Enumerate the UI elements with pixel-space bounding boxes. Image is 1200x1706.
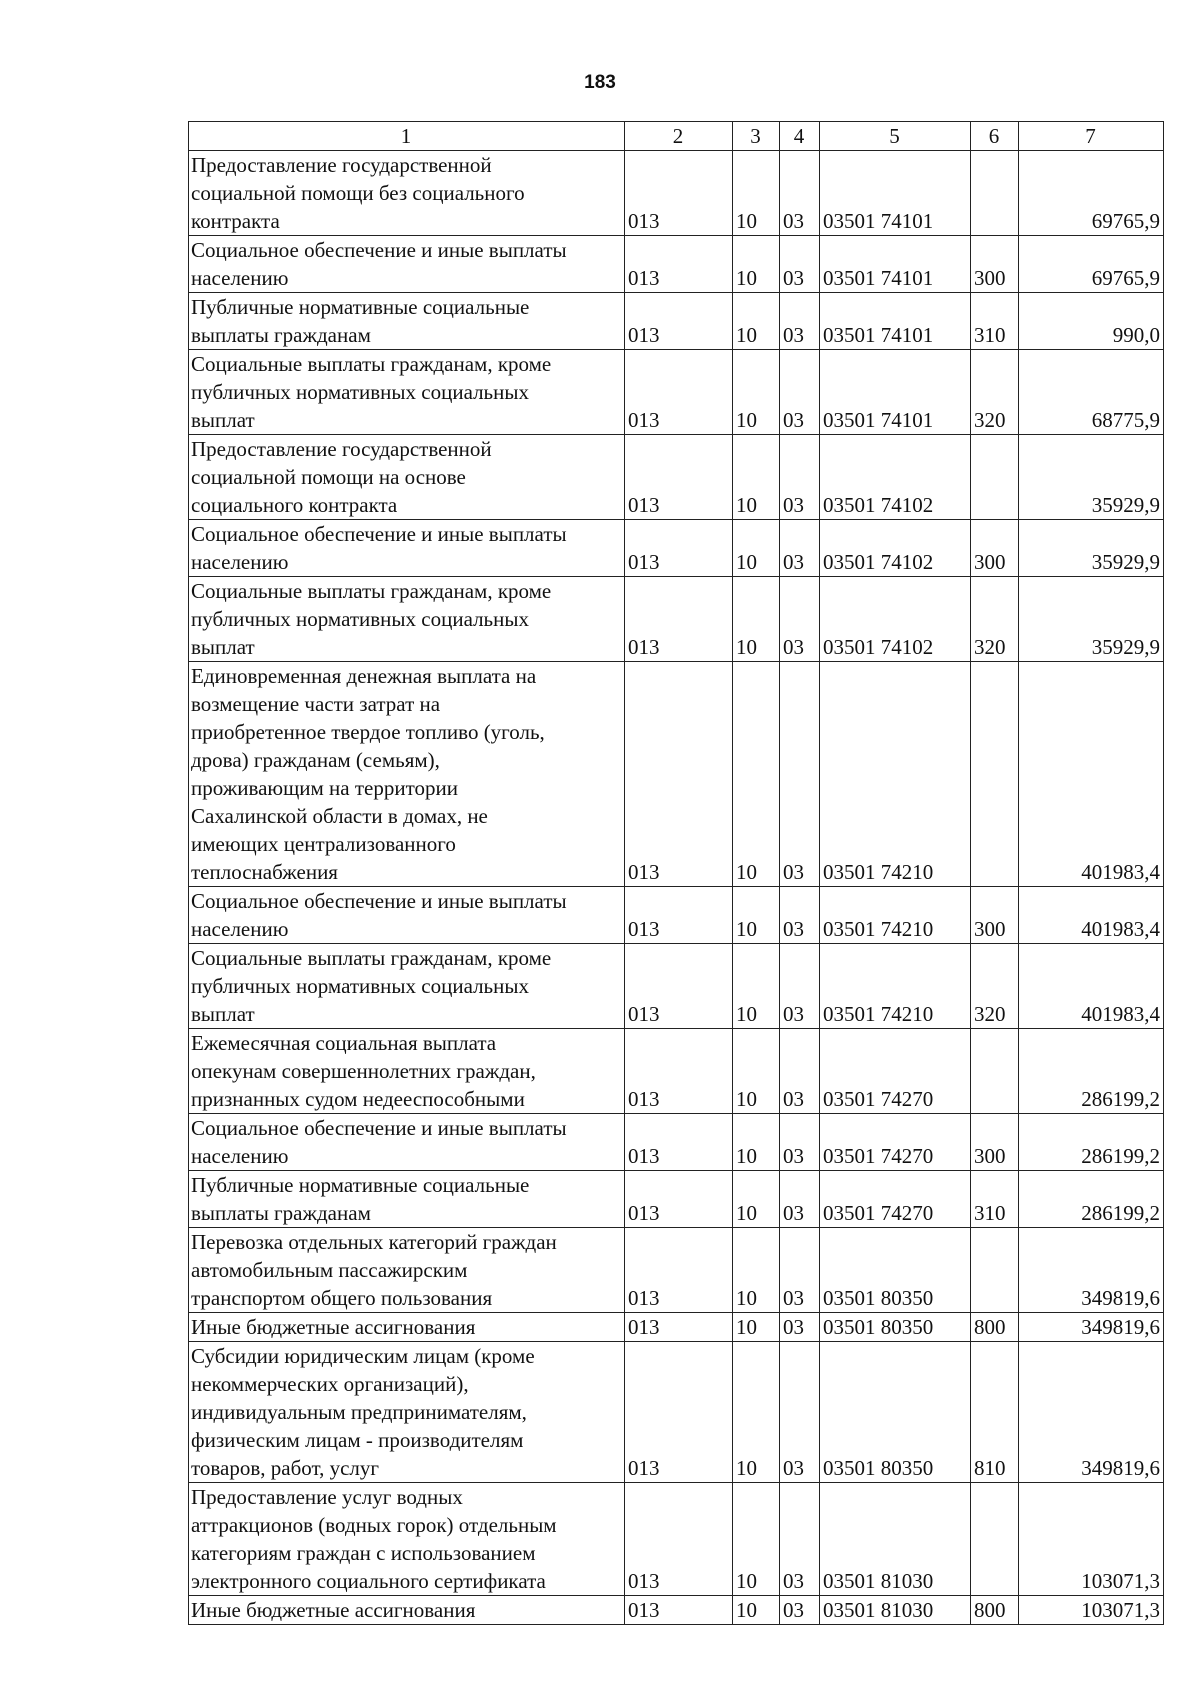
row-subsection-cell: 03 [780, 1029, 820, 1114]
row-name-cell: Иные бюджетные ассигнования [189, 1596, 625, 1625]
row-expense-type-cell: 300 [971, 1114, 1019, 1171]
row-admin-code-cell: 013 [625, 520, 733, 577]
row-name-cell: Перевозка отдельных категорий граждан автомобильным пассажирским транспортом общего пользования [189, 1228, 625, 1313]
row-name-cell: Социальное обеспечение и иные выплаты населению [189, 1114, 625, 1171]
row-subsection-cell: 03 [780, 350, 820, 435]
row-subsection-cell: 03 [780, 1313, 820, 1342]
row-admin-code-cell: 013 [625, 435, 733, 520]
header-row [189, 122, 1164, 151]
row-subsection-cell: 03 [780, 1114, 820, 1171]
page-number: 183 [584, 72, 616, 93]
row-amount-cell: 286199,2 [1019, 1171, 1164, 1228]
row-amount-cell: 349819,6 [1019, 1342, 1164, 1483]
row-admin-code-cell: 013 [625, 1171, 733, 1228]
row-admin-code-cell: 013 [625, 577, 733, 662]
row-section-cell: 10 [733, 944, 780, 1029]
row-subsection-cell: 03 [780, 1596, 820, 1625]
table-row [189, 1171, 1164, 1228]
row-amount-cell: 286199,2 [1019, 1029, 1164, 1114]
row-admin-code-cell: 013 [625, 293, 733, 350]
row-subsection-cell: 03 [780, 1483, 820, 1596]
row-expense-type-cell: 320 [971, 577, 1019, 662]
row-expense-type-cell: 810 [971, 1342, 1019, 1483]
table-row [189, 520, 1164, 577]
row-section-cell: 10 [733, 151, 780, 236]
row-subsection-cell: 03 [780, 435, 820, 520]
row-expense-type-cell [971, 1029, 1019, 1114]
row-amount-cell: 990,0 [1019, 293, 1164, 350]
table-row [189, 1029, 1164, 1114]
column-header-5: 5 [820, 122, 971, 151]
table-row [189, 1596, 1164, 1625]
column-header-1: 1 [189, 122, 625, 151]
row-section-cell: 10 [733, 1342, 780, 1483]
row-target-article-cell: 03501 74101 [820, 151, 971, 236]
row-subsection-cell: 03 [780, 1228, 820, 1313]
table-row [189, 151, 1164, 236]
column-header-2: 2 [625, 122, 733, 151]
row-admin-code-cell: 013 [625, 236, 733, 293]
row-target-article-cell: 03501 81030 [820, 1596, 971, 1625]
row-section-cell: 10 [733, 1596, 780, 1625]
row-target-article-cell: 03501 80350 [820, 1342, 971, 1483]
row-section-cell: 10 [733, 662, 780, 887]
row-expense-type-cell: 800 [971, 1313, 1019, 1342]
row-admin-code-cell: 013 [625, 350, 733, 435]
row-expense-type-cell: 310 [971, 1171, 1019, 1228]
row-expense-type-cell: 300 [971, 236, 1019, 293]
row-name-cell: Социальные выплаты гражданам, кроме публичных нормативных социальных выплат [189, 944, 625, 1029]
row-amount-cell: 35929,9 [1019, 520, 1164, 577]
table-row [189, 293, 1164, 350]
column-header-7: 7 [1019, 122, 1164, 151]
row-admin-code-cell: 013 [625, 1483, 733, 1596]
row-expense-type-cell: 300 [971, 520, 1019, 577]
row-target-article-cell: 03501 74210 [820, 662, 971, 887]
row-expense-type-cell: 320 [971, 350, 1019, 435]
row-target-article-cell: 03501 74270 [820, 1114, 971, 1171]
row-expense-type-cell: 800 [971, 1596, 1019, 1625]
row-name-cell: Единовременная денежная выплата на возмещение части затрат на приобретенное твердое топливо (уголь, дрова) гражданам (семьям), проживающим на территории Сахалинской области в домах, не имеющих централизованного теплоснабжения [189, 662, 625, 887]
table-body [189, 151, 1164, 1625]
row-target-article-cell: 03501 74270 [820, 1171, 971, 1228]
row-admin-code-cell: 013 [625, 1342, 733, 1483]
row-amount-cell: 69765,9 [1019, 236, 1164, 293]
table-row [189, 1342, 1164, 1483]
row-expense-type-cell [971, 435, 1019, 520]
row-expense-type-cell [971, 662, 1019, 887]
row-amount-cell: 35929,9 [1019, 435, 1164, 520]
column-header-6: 6 [971, 122, 1019, 151]
row-target-article-cell: 03501 74210 [820, 887, 971, 944]
row-subsection-cell: 03 [780, 662, 820, 887]
row-section-cell: 10 [733, 1029, 780, 1114]
row-section-cell: 10 [733, 350, 780, 435]
row-section-cell: 10 [733, 1171, 780, 1228]
row-section-cell: 10 [733, 293, 780, 350]
row-section-cell: 10 [733, 236, 780, 293]
table-row [189, 944, 1164, 1029]
column-header-3: 3 [733, 122, 780, 151]
row-expense-type-cell [971, 1483, 1019, 1596]
row-expense-type-cell: 300 [971, 887, 1019, 944]
row-subsection-cell: 03 [780, 1342, 820, 1483]
row-amount-cell: 103071,3 [1019, 1483, 1164, 1596]
row-name-cell: Социальные выплаты гражданам, кроме публичных нормативных социальных выплат [189, 350, 625, 435]
row-name-cell: Предоставление услуг водных аттракционов (водных горок) отдельным категориям граждан с использованием электронного социального сертификата [189, 1483, 625, 1596]
table-row [189, 435, 1164, 520]
row-section-cell: 10 [733, 1313, 780, 1342]
row-name-cell: Иные бюджетные ассигнования [189, 1313, 625, 1342]
row-target-article-cell: 03501 74101 [820, 293, 971, 350]
row-amount-cell: 401983,4 [1019, 944, 1164, 1029]
row-target-article-cell: 03501 74102 [820, 435, 971, 520]
table-row [189, 1114, 1164, 1171]
row-admin-code-cell: 013 [625, 944, 733, 1029]
row-target-article-cell: 03501 81030 [820, 1483, 971, 1596]
budget-table [188, 121, 1164, 1625]
row-name-cell: Ежемесячная социальная выплата опекунам совершеннолетних граждан, признанных судом недееспособными [189, 1029, 625, 1114]
row-subsection-cell: 03 [780, 151, 820, 236]
row-amount-cell: 401983,4 [1019, 887, 1164, 944]
row-target-article-cell: 03501 74210 [820, 944, 971, 1029]
row-amount-cell: 103071,3 [1019, 1596, 1164, 1625]
row-name-cell: Публичные нормативные социальные выплаты гражданам [189, 293, 625, 350]
row-section-cell: 10 [733, 1228, 780, 1313]
row-amount-cell: 349819,6 [1019, 1313, 1164, 1342]
row-name-cell: Социальное обеспечение и иные выплаты населению [189, 236, 625, 293]
row-expense-type-cell [971, 1228, 1019, 1313]
row-subsection-cell: 03 [780, 236, 820, 293]
row-amount-cell: 68775,9 [1019, 350, 1164, 435]
row-target-article-cell: 03501 80350 [820, 1313, 971, 1342]
row-section-cell: 10 [733, 1483, 780, 1596]
row-expense-type-cell [971, 151, 1019, 236]
row-subsection-cell: 03 [780, 293, 820, 350]
row-amount-cell: 35929,9 [1019, 577, 1164, 662]
row-section-cell: 10 [733, 1114, 780, 1171]
row-subsection-cell: 03 [780, 520, 820, 577]
row-target-article-cell: 03501 74270 [820, 1029, 971, 1114]
row-target-article-cell: 03501 74102 [820, 577, 971, 662]
table-row [189, 1483, 1164, 1596]
row-name-cell: Предоставление государственной социальной помощи без социального контракта [189, 151, 625, 236]
row-amount-cell: 286199,2 [1019, 1114, 1164, 1171]
row-admin-code-cell: 013 [625, 151, 733, 236]
row-subsection-cell: 03 [780, 577, 820, 662]
row-subsection-cell: 03 [780, 1171, 820, 1228]
row-admin-code-cell: 013 [625, 1029, 733, 1114]
row-expense-type-cell: 310 [971, 293, 1019, 350]
row-subsection-cell: 03 [780, 944, 820, 1029]
row-name-cell: Социальные выплаты гражданам, кроме публичных нормативных социальных выплат [189, 577, 625, 662]
table-row [189, 1313, 1164, 1342]
row-amount-cell: 401983,4 [1019, 662, 1164, 887]
row-section-cell: 10 [733, 435, 780, 520]
row-section-cell: 10 [733, 577, 780, 662]
row-admin-code-cell: 013 [625, 662, 733, 887]
table-row [189, 577, 1164, 662]
row-admin-code-cell: 013 [625, 1596, 733, 1625]
table-row [189, 662, 1164, 887]
row-admin-code-cell: 013 [625, 1313, 733, 1342]
row-expense-type-cell: 320 [971, 944, 1019, 1029]
row-name-cell: Социальное обеспечение и иные выплаты населению [189, 887, 625, 944]
row-name-cell: Субсидии юридическим лицам (кроме некоммерческих организаций), индивидуальным предпринимателям, физическим лицам - производителям товаров, работ, услуг [189, 1342, 625, 1483]
table-row [189, 887, 1164, 944]
row-admin-code-cell: 013 [625, 1114, 733, 1171]
row-admin-code-cell: 013 [625, 1228, 733, 1313]
row-name-cell: Публичные нормативные социальные выплаты гражданам [189, 1171, 625, 1228]
table-row [189, 236, 1164, 293]
row-name-cell: Предоставление государственной социальной помощи на основе социального контракта [189, 435, 625, 520]
row-target-article-cell: 03501 74101 [820, 350, 971, 435]
table-row [189, 1228, 1164, 1313]
table-row [189, 350, 1164, 435]
row-section-cell: 10 [733, 520, 780, 577]
row-amount-cell: 69765,9 [1019, 151, 1164, 236]
row-target-article-cell: 03501 74102 [820, 520, 971, 577]
row-target-article-cell: 03501 80350 [820, 1228, 971, 1313]
row-section-cell: 10 [733, 887, 780, 944]
row-subsection-cell: 03 [780, 887, 820, 944]
row-target-article-cell: 03501 74101 [820, 236, 971, 293]
row-amount-cell: 349819,6 [1019, 1228, 1164, 1313]
column-header-4: 4 [780, 122, 820, 151]
row-admin-code-cell: 013 [625, 887, 733, 944]
row-name-cell: Социальное обеспечение и иные выплаты населению [189, 520, 625, 577]
